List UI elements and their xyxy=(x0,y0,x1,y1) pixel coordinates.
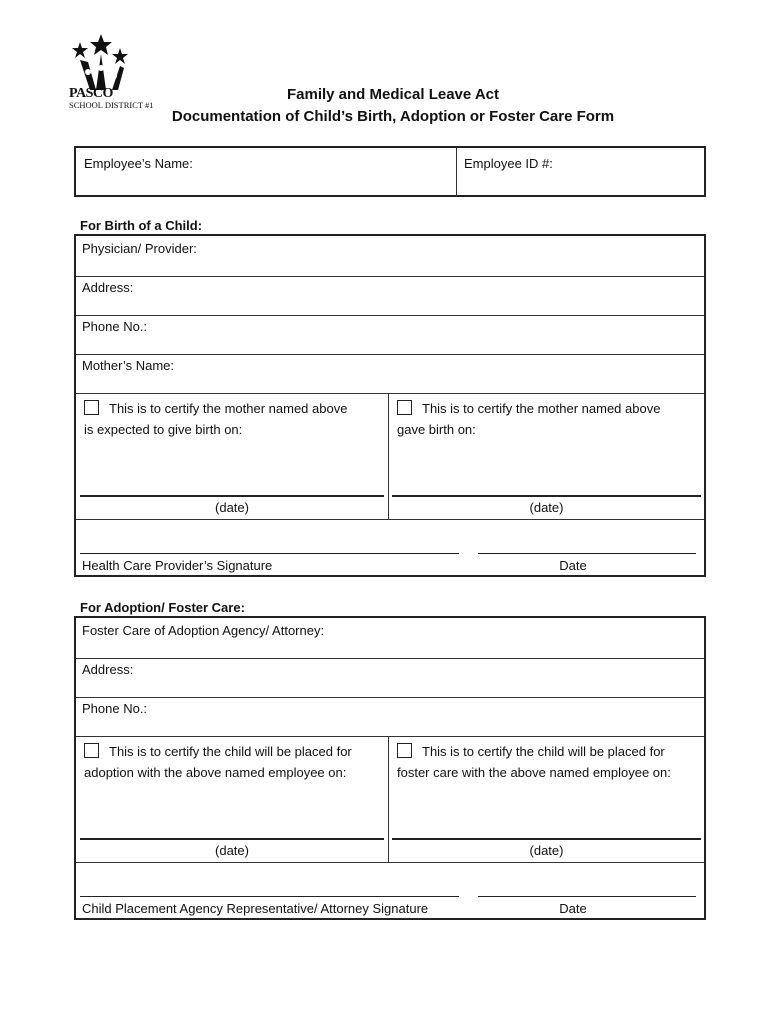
mother-name-field[interactable]: Mother’s Name: xyxy=(82,358,174,373)
adoption-address-field[interactable]: Address: xyxy=(82,662,134,677)
cert-foster-line1: This is to certify the child will be placed for xyxy=(422,744,665,759)
form-subtitle: Documentation of Child’s Birth, Adoption or Foster Care Form xyxy=(171,108,615,125)
birth-heading: For Birth of a Child: xyxy=(80,218,203,233)
cert-foster-line2: foster care with the above named employee on: xyxy=(397,765,671,780)
birth-address-field[interactable]: Address: xyxy=(82,280,134,295)
agency-signature-line[interactable] xyxy=(80,896,459,897)
form-title: Family and Medical Leave Act xyxy=(286,86,500,103)
cert-adoption-line2: adoption with the above named employee on: xyxy=(84,765,347,780)
logo-stars-icon xyxy=(66,32,136,92)
cert-gave-line1: This is to certify the mother named above xyxy=(422,401,661,416)
expected-birth-date-label: (date) xyxy=(215,500,249,515)
employee-box xyxy=(74,146,706,197)
expected-birth-date-line[interactable] xyxy=(80,495,384,497)
employee-id-field[interactable]: Employee ID #: xyxy=(464,156,553,171)
foster-checkbox[interactable] xyxy=(397,743,412,758)
birth-box xyxy=(74,234,706,577)
physician-field[interactable]: Physician/ Provider: xyxy=(82,241,197,256)
provider-signature-line[interactable] xyxy=(80,553,459,554)
gave-birth-date-label: (date) xyxy=(529,500,564,515)
cert-gave-line2: gave birth on: xyxy=(397,422,476,437)
agency-field[interactable]: Foster Care of Adoption Agency/ Attorney: xyxy=(82,623,325,638)
cert-expected-line1: This is to certify the mother named above xyxy=(109,401,348,416)
employee-name-field[interactable]: Employee’s Name: xyxy=(84,156,193,171)
cert-expected-line2: is expected to give birth on: xyxy=(84,422,243,437)
provider-date-label: Date xyxy=(559,558,587,573)
cert-adoption-line1: This is to certify the child will be placed for xyxy=(109,744,352,759)
gave-birth-date-line[interactable] xyxy=(392,495,701,497)
gave-birth-checkbox[interactable] xyxy=(397,400,412,415)
cert-foster xyxy=(397,741,703,783)
provider-signature-label: Health Care Provider’s Signature xyxy=(82,558,273,573)
agency-date-label: Date xyxy=(559,901,587,916)
adoption-heading: For Adoption/ Foster Care: xyxy=(80,600,245,615)
agency-signature-label: Child Placement Agency Representative/ Attorney Signature xyxy=(82,901,429,916)
cert-gave-birth xyxy=(397,398,702,440)
provider-date-line[interactable] xyxy=(478,553,696,554)
adoption-box xyxy=(74,616,706,920)
birth-phone-field[interactable]: Phone No.: xyxy=(82,319,148,334)
expected-birth-checkbox[interactable] xyxy=(84,400,99,415)
foster-date-label: (date) xyxy=(529,843,564,858)
cert-adoption xyxy=(84,741,386,783)
cert-expected-birth xyxy=(84,398,384,440)
agency-date-line[interactable] xyxy=(478,896,696,897)
adoption-checkbox[interactable] xyxy=(84,743,99,758)
foster-date-line[interactable] xyxy=(392,838,701,840)
adoption-date-line[interactable] xyxy=(80,838,384,840)
adoption-phone-field[interactable]: Phone No.: xyxy=(82,701,148,716)
logo-name: PASCO xyxy=(69,86,113,101)
logo-district: SCHOOL DISTRICT #1 xyxy=(69,100,154,110)
adoption-date-label: (date) xyxy=(215,843,249,858)
